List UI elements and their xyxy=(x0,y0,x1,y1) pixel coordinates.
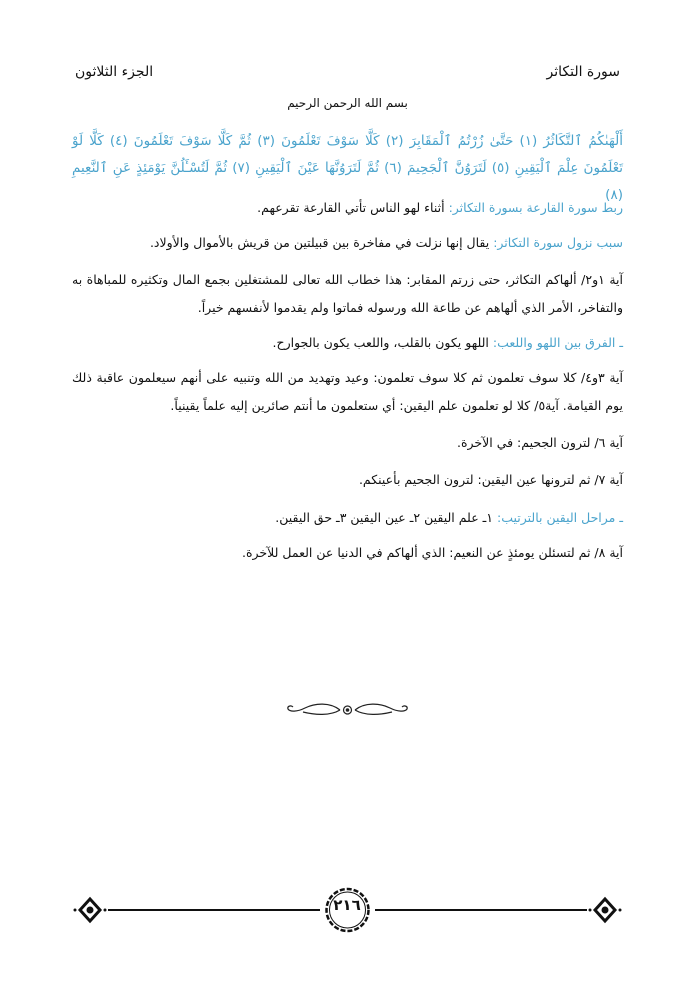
paragraph-link xyxy=(72,194,623,222)
page-number: ٢١٦ xyxy=(333,896,361,914)
paragraph-ayah-8 xyxy=(72,539,623,567)
paragraph-ayah-6 xyxy=(72,429,623,457)
paragraph-text: آية ٨/ ثم لتسئلن يومئذٍ عن النعيم: الذي ألهاكم في الدنيا عن العمل للآخرة. xyxy=(242,545,623,560)
surah-title: سورة التكاثر xyxy=(546,64,620,80)
paragraph-difference xyxy=(72,329,623,357)
left-diamond-icon xyxy=(74,899,107,921)
paragraph-ayah-3-5 xyxy=(72,364,623,420)
paragraph-text: آية ٦/ لترون الجحيم: في الآخرة. xyxy=(456,435,623,450)
paragraph-text: أثناء لهو الناس تأتي القارعة تقرعهم. xyxy=(257,200,445,215)
paragraph-text: ١ـ علم اليقين ٢ـ عين اليقين ٣ـ حق اليقين. xyxy=(275,510,494,525)
paragraph-text: آية ٣و٤/ كلا سوف تعلمون ثم كلا سوف تعلمون: وعيد وتهديد من الله وتنبيه على أنهم سيعلمون عاقبة ذلك يوم القيامة. آية٥/ كلا لو تعلمون علم اليقين: أي ستعلمون ما أنتم صائرين إليه علماً يقينياً. xyxy=(72,370,623,413)
paragraph-ayah-7 xyxy=(72,466,623,494)
section-divider-ornament-icon xyxy=(285,700,410,720)
paragraph-text: يقال إنها نزلت في مفاخرة بين قبيلتين من قريش بالأموال والأولاد. xyxy=(149,235,490,250)
paragraph-reason xyxy=(72,229,623,257)
paragraph-text: آية ١و٢/ ألهاكم التكاثر، حتى زرتم المقابر: هذا خطاب الله تعالى للمشتغلين بجمع المال وتكثيره للمباهاة به والتفاخر، الأمر الذي ألهاهم عن طاعة الله ورسوله فماتوا ولم يقدموا لأنفسهم خيراً. xyxy=(72,272,623,315)
quran-verses: أَلْهَىٰكُمُ ٱلتَّكَاثُرُ (١) حَتَّىٰ زُرْتُمُ ٱلْمَقَابِرَ (٢) كَلَّا سَوْفَ تَعْلَمُونَ (٣) ثُمَّ كَلَّا سَوْفَ تَعْلَمُونَ (٤) كَلَّا لَوْ تَعْلَمُونَ عِلْمَ ٱلْيَقِينِ (٥) لَتَرَوُنَّ ٱلْجَحِيمَ (٦) ثُمَّ لَتَرَوُنَّهَا عَيْنَ ٱلْيَقِينِ (٧) ثُمَّ لَتُسْـَٔلُنَّ يَوْمَئِذٍ عَنِ ٱلنَّعِيمِ (٨) xyxy=(72,133,623,203)
paragraph-text: آية ٧/ ثم لترونها عين اليقين: لترون الجحيم بأعينكم. xyxy=(358,472,623,487)
paragraph-label: سبب نزول سورة التكاثر: xyxy=(489,235,623,250)
basmala: بسم الله الرحمن الرحيم xyxy=(287,96,408,110)
paragraph-text: اللهو يكون بالقلب، واللعب يكون بالجوارح. xyxy=(272,335,489,350)
paragraph-stages xyxy=(72,504,623,532)
paragraph-label: ـ الفرق بين اللهو واللعب: xyxy=(488,335,623,350)
paragraph-label: ـ مراحل اليقين بالترتيب: xyxy=(493,510,623,525)
paragraph-ayah-1-2 xyxy=(72,266,623,322)
right-diamond-icon xyxy=(589,899,622,921)
paragraph-label: ربط سورة القارعة بسورة التكاثر: xyxy=(444,200,623,215)
juz-title: الجزء الثلاثون xyxy=(75,64,154,80)
